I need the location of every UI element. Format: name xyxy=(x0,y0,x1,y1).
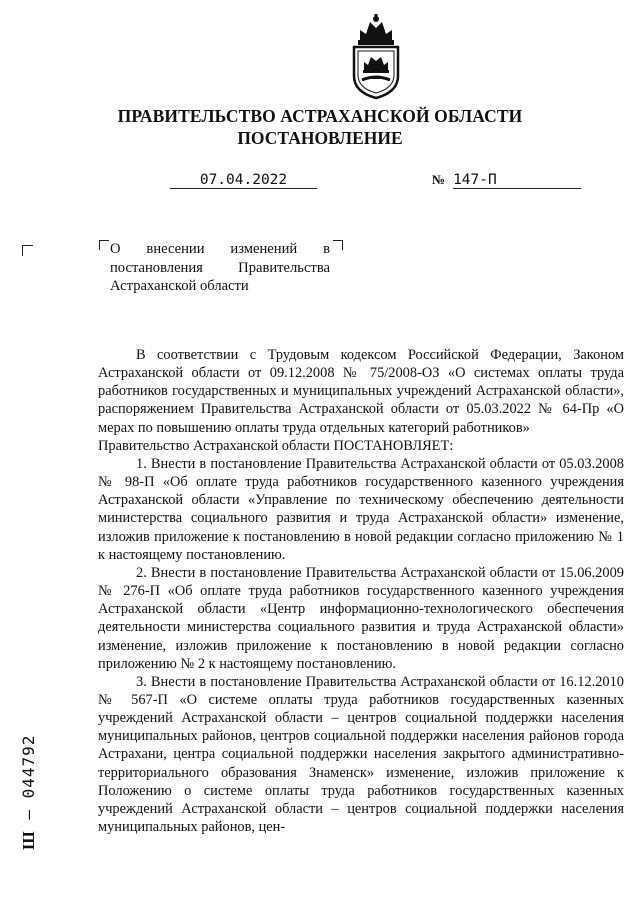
preamble-paragraph: В соответствии с Трудовым кодексом Российской Федерации, Законом Астраханской области от 09.12.2008 № 75/2008-ОЗ «О системах оплаты труда работников государственных и муниципальных учреждений Астраханской области», распоряжением Правительства Астраханской области от 05.03.2022 № 64-Пр «О мерах по повышению оплаты труда отдельных категорий работников» xyxy=(98,347,624,436)
document-subject: О внесении изменений в постановления Правительства Астраханской области xyxy=(110,241,330,295)
clause-2: 2. Внести в постановление Правительства Астраханской области от 15.06.2009 № 276-П «Об оплате труда работников государственного казенного учреждения Астраханской области «Центр информационно-технологического обеспечения деятельности министерства социального развития и труда Астраханской области» изменение, изложив приложение к постановлению в новой редакции согласно приложению № 2 к настоящему постановлению. xyxy=(98,564,624,672)
resolution-statement: Правительство Астраханской области ПОСТАНОВЛЯЕТ: xyxy=(98,437,454,454)
document-number-line xyxy=(432,172,589,189)
number-sign: № xyxy=(432,172,446,187)
corner-mark-subject-right xyxy=(333,240,343,250)
document-body xyxy=(98,346,624,836)
document-type-title: ПОСТАНОВЛЕНИЕ xyxy=(237,128,403,148)
serial-number-stamp xyxy=(14,734,44,850)
serial-prefix: Ш xyxy=(19,830,38,850)
document-number: 147-П xyxy=(453,172,581,189)
government-title: ПРАВИТЕЛЬСТВО АСТРАХАНСКОЙ ОБЛАСТИ xyxy=(117,106,523,126)
coat-of-arms-emblem xyxy=(346,14,406,100)
clause-1: 1. Внести в постановление Правительства Астраханской области от 05.03.2008 № 98-П «Об оплате труда работников государственного казенного учреждения Астраханской области «Управление по техническому обеспечению деятельности министерства социального развития и труда Астраханской области» изменение, изложив приложение к постановлению в новой редакции согласно приложению № 1 к настоящему постановлению. xyxy=(98,455,624,563)
clause-3: 3. Внести в постановление Правительства Астраханской области от 16.12.2010 № 567-П «О системе оплаты труда работников государственных казенных учреждений Астраханской области – центров социальной поддержки населения муниципальных районов, центров социальной поддержки населения районов города Астрахани, центра социальной поддержки населения закрытого административно-территориального образования Знаменск» изменение, изложив приложение к Положению о системе оплаты труда работников государственных казенных учреждений Астраханской области – центров социальной поддержки населения муниципальных районов, цен- xyxy=(98,673,624,836)
corner-mark-left xyxy=(22,245,33,256)
document-date: 07.04.2022 xyxy=(170,172,317,189)
serial-code: – 044792 xyxy=(19,734,38,820)
corner-mark-subject-left xyxy=(99,240,109,250)
